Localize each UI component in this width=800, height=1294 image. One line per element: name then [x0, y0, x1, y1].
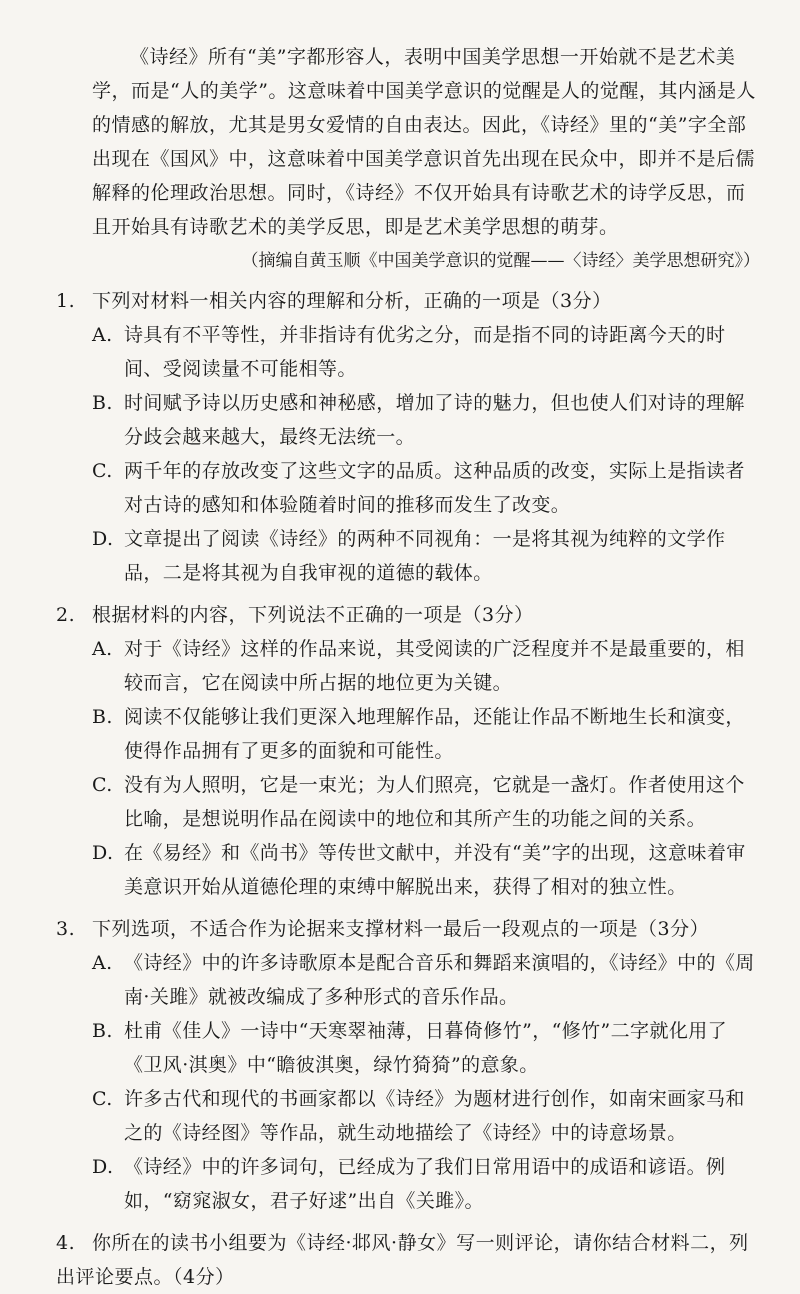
option-letter: A.: [92, 952, 113, 974]
question-text: 根据材料的内容，下列说法不正确的一项是（3分）: [92, 604, 534, 626]
option-text: 对于《诗经》这样的作品来说，其受阅读的广泛程度并不是最重要的，相较而言，它在阅读中所占据的地位更为关键。: [124, 638, 745, 694]
question-stem: [56, 1226, 760, 1294]
option-text: 许多古代和现代的书画家都以《诗经》为题材进行创作，如南宋画家马和之的《诗经图》等作品，就生动地描绘了《诗经》中的诗意场景。: [124, 1088, 745, 1144]
question-number: 2.: [56, 604, 76, 626]
question-stem: [56, 284, 760, 318]
question-number: 1.: [56, 290, 76, 312]
option-a: [92, 946, 760, 1014]
option-a: [92, 632, 760, 700]
option-letter: D.: [92, 528, 114, 550]
option-a: [92, 318, 760, 386]
option-letter: C.: [92, 774, 113, 796]
option-c: [92, 768, 760, 836]
question-number: 3.: [56, 918, 76, 940]
question-stem: [56, 598, 760, 632]
option-letter: A.: [92, 638, 113, 660]
option-letter: B.: [92, 706, 113, 728]
question-3: [56, 912, 760, 1218]
option-text: 两千年的存放改变了这些文字的品质。这种品质的改变，实际上是指读者对古诗的感知和体验随着时间的推移而发生了改变。: [124, 460, 745, 516]
question-2: [56, 598, 760, 904]
option-letter: B.: [92, 1020, 113, 1042]
option-text: 时间赋予诗以历史感和神秘感，增加了诗的魅力，但也使人们对诗的理解分歧会越来越大，最终无法统一。: [124, 392, 745, 448]
option-text: 文章提出了阅读《诗经》的两种不同视角：一是将其视为纯粹的文学作品，二是将其视为自我审视的道德的载体。: [124, 528, 726, 584]
question-text: 下列对材料一相关内容的理解和分析，正确的一项是（3分）: [92, 290, 612, 312]
option-letter: B.: [92, 392, 113, 414]
question-stem: [56, 912, 760, 946]
option-text: 《诗经》中的许多诗歌原本是配合音乐和舞蹈来演唱的，《诗经》中的《周南·关雎》就被改编成了多种形式的音乐作品。: [124, 952, 755, 1008]
option-letter: C.: [92, 1088, 113, 1110]
option-text: 没有为人照明，它是一束光；为人们照亮，它就是一盏灯。作者使用这个比喻，是想说明作品在阅读中的地位和其所产生的功能之间的关系。: [124, 774, 745, 830]
option-letter: C.: [92, 460, 113, 482]
option-text: 在《易经》和《尚书》等传世文献中，并没有“美”字的出现，这意味着审美意识开始从道德伦理的束缚中解脱出来，获得了相对的独立性。: [124, 842, 746, 898]
option-b: [92, 700, 760, 768]
option-text: 杜甫《佳人》一诗中“天寒翠袖薄，日暮倚修竹”，“修竹”二字就化用了《卫风·淇奥》中“瞻彼淇奥，绿竹猗猗”的意象。: [124, 1020, 728, 1076]
option-letter: A.: [92, 324, 113, 346]
option-letter: D.: [92, 1156, 114, 1178]
passage-source: （摘编自黄玉顺《中国美学意识的觉醒——〈诗经〉美学思想研究》）: [241, 251, 760, 271]
option-d: [92, 836, 760, 904]
option-text: 《诗经》中的许多词句，已经成为了我们日常用语中的成语和谚语。例如，“窈窕淑女，君子好逑”出自《关雎》。: [124, 1156, 726, 1212]
option-d: [92, 1150, 760, 1218]
question-number: 4.: [56, 1232, 76, 1254]
option-c: [92, 1082, 760, 1150]
option-c: [92, 454, 760, 522]
option-text: 阅读不仅能够让我们更深入地理解作品，还能让作品不断地生长和演变，使得作品拥有了更多的面貌和可能性。: [124, 706, 745, 762]
option-b: [92, 1014, 760, 1082]
question-1: [56, 284, 760, 590]
option-text: 诗具有不平等性，并非指诗有优劣之分，而是指不同的诗距离今天的时间、受阅读量不可能相等。: [124, 324, 726, 380]
option-letter: D.: [92, 842, 114, 864]
passage-paragraph: 《诗经》所有“美”字都形容人，表明中国美学思想一开始就不是艺术美学，而是“人的美学”。这意味着中国美学意识的觉醒是人的觉醒，其内涵是人的情感的解放，尤其是男女爱情的自由表达。因此，《诗经》里的“美”字全部出现在《国风》中，这意味着中国美学意识首先出现在民众中，即并不是后儒解释的伦理政治思想。同时，《诗经》不仅开始具有诗歌艺术的诗学反思，而且开始具有诗歌艺术的美学反思，即是艺术美学思想的萌芽。: [92, 46, 756, 238]
option-b: [92, 386, 760, 454]
question-4: [56, 1226, 760, 1294]
question-text: 你所在的读书小组要为《诗经·邶风·静女》写一则评论，请你结合材料二，列出评论要点。（4分）: [56, 1232, 749, 1288]
option-d: [92, 522, 760, 590]
question-text: 下列选项，不适合作为论据来支撑材料一最后一段观点的一项是（3分）: [92, 918, 710, 940]
